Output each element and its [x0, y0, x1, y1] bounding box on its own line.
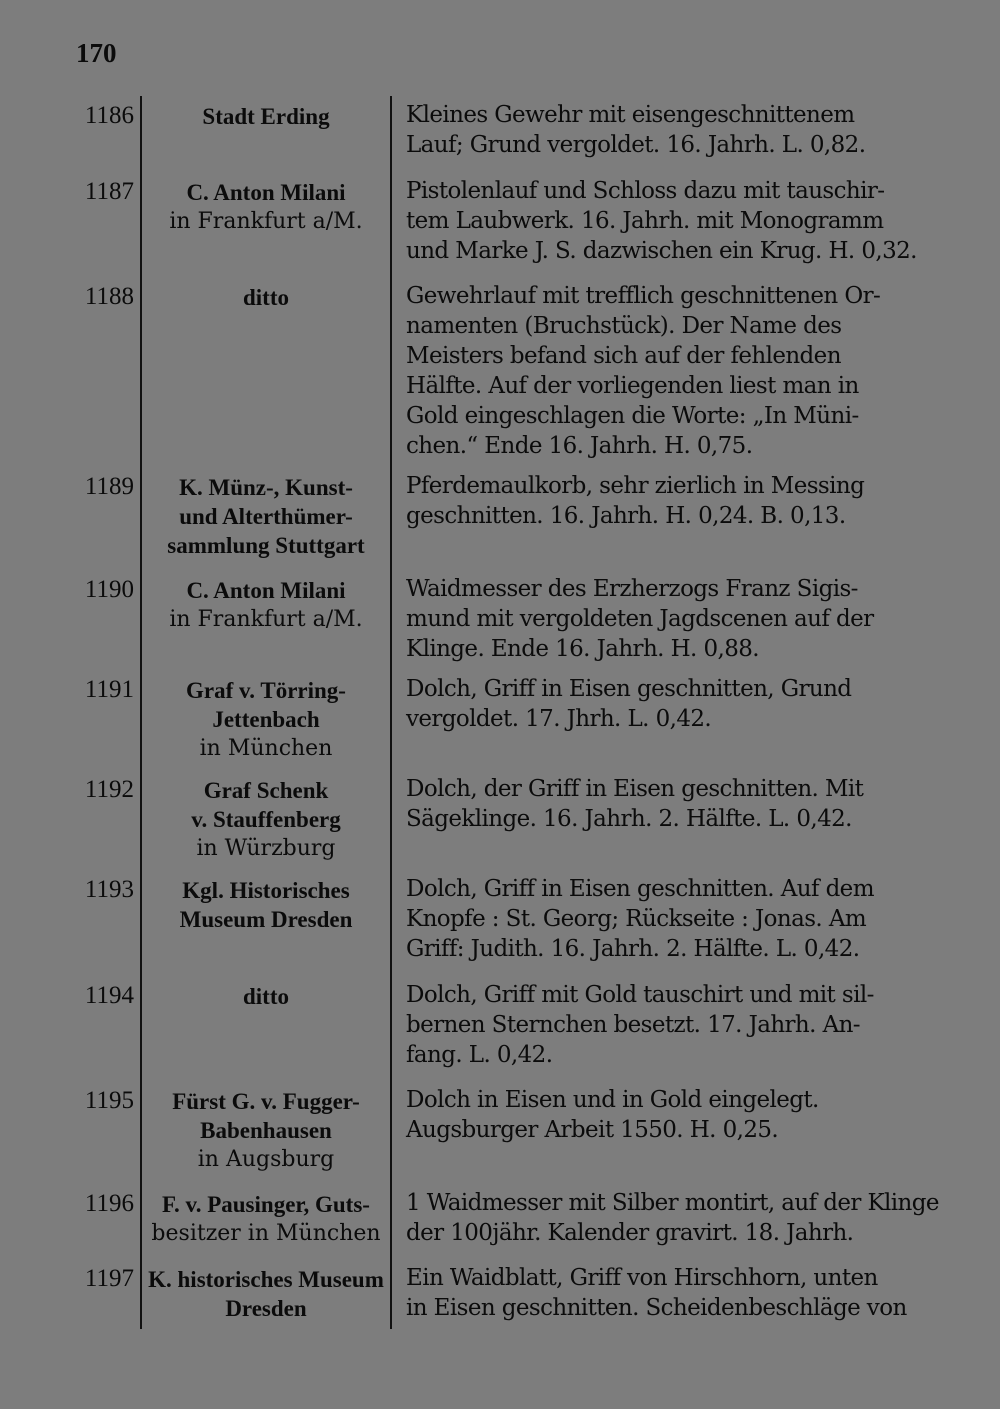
description-line: Lauf; Grund vergoldet. 16. Jahrh. L. 0,82.	[406, 132, 866, 158]
entry-number: 1194	[84, 982, 134, 1009]
lender-line: K. Münz-, Kunst-	[179, 475, 353, 500]
catalog-entry	[62, 770, 982, 870]
catalog-entry	[62, 570, 982, 670]
entry-lender	[140, 467, 392, 570]
description-line: tem Laubwerk. 16. Jahrh. mit Monogramm	[406, 208, 884, 234]
entry-lender	[140, 1184, 392, 1259]
lender-line: v. Stauffenberg	[191, 807, 341, 832]
lender-line: K. historisches Museum	[148, 1267, 384, 1292]
description-line: Knopfe : St. Georg; Rückseite : Jonas. Am	[406, 906, 867, 932]
description-line: Dolch, Griff in Eisen geschnitten, Grund	[406, 676, 852, 702]
description-line: vergoldet. 17. Jhrh. L. 0,42.	[406, 706, 712, 732]
lender-line: in Würzburg	[196, 836, 336, 861]
catalog-entry	[62, 670, 982, 770]
entry-description	[392, 976, 982, 1081]
entry-lender	[140, 670, 392, 770]
description-line: Waidmesser des Erzherzogs Franz Sigis-	[406, 576, 858, 602]
entry-number: 1186	[84, 102, 134, 129]
description-line: 1 Waidmesser mit Silber montirt, auf der Klinge	[406, 1190, 939, 1216]
catalog-table	[62, 96, 982, 1329]
lender-line: in München	[199, 736, 333, 761]
description-line: fang. L. 0,42.	[406, 1042, 553, 1068]
description-line: Pistolenlauf und Schloss dazu mit tauschir-	[406, 178, 885, 204]
lender-line: in Augsburg	[197, 1147, 335, 1172]
description-line: Griff: Judith. 16. Jahrh. 2. Hälfte. L. 0,42.	[406, 936, 860, 962]
lender-line: Jettenbach	[212, 707, 320, 732]
entry-lender	[140, 1081, 392, 1184]
entry-lender	[140, 277, 392, 467]
lender-line: Fürst G. v. Fugger-	[172, 1089, 360, 1114]
description-line: Augsburger Arbeit 1550. H. 0,25.	[406, 1117, 779, 1143]
entry-description	[392, 570, 982, 670]
catalog-entry	[62, 277, 982, 467]
entry-number: 1189	[84, 473, 134, 500]
lender-line: Babenhausen	[200, 1118, 332, 1143]
entry-lender	[140, 96, 392, 172]
entry-number: 1192	[84, 776, 134, 803]
lender-line: Museum Dresden	[179, 907, 353, 932]
entry-number: 1193	[84, 876, 134, 903]
entry-lender	[140, 1259, 392, 1329]
catalog-entry	[62, 870, 982, 976]
catalog-entry	[62, 467, 982, 570]
description-line: Dolch, Griff in Eisen geschnitten. Auf dem	[406, 876, 874, 902]
lender-line: C. Anton Milani	[186, 578, 346, 603]
description-line: Klinge. Ende 16. Jahrh. H. 0,88.	[406, 636, 759, 662]
catalog-entry	[62, 172, 982, 277]
entry-description	[392, 1184, 982, 1259]
entry-number: 1196	[84, 1190, 134, 1217]
entry-number: 1187	[84, 178, 134, 205]
entry-description	[392, 96, 982, 172]
entry-description	[392, 172, 982, 277]
description-line: Meisters befand sich auf der fehlenden	[406, 343, 841, 369]
catalog-entry	[62, 1259, 982, 1329]
description-line: Dolch in Eisen und in Gold eingelegt.	[406, 1087, 819, 1113]
description-line: Dolch, Griff mit Gold tauschirt und mit sil-	[406, 982, 874, 1008]
entry-description	[392, 1259, 982, 1329]
lender-line: Dresden	[225, 1296, 307, 1321]
lender-line: Graf Schenk	[203, 778, 329, 803]
lender-line: ditto	[243, 285, 289, 310]
lender-line: Kgl. Historisches	[182, 878, 350, 903]
description-line: und Marke J. S. dazwischen ein Krug. H. 0,32.	[406, 238, 917, 264]
lender-line: ditto	[243, 984, 289, 1009]
entry-description	[392, 670, 982, 770]
lender-line: F. v. Pausinger, Guts-	[162, 1192, 370, 1217]
description-line: bernen Sternchen besetzt. 17. Jahrh. An-	[406, 1012, 860, 1038]
entry-number: 1197	[84, 1265, 134, 1292]
description-line: chen.“ Ende 16. Jahrh. H. 0,75.	[406, 433, 753, 459]
entry-number: 1195	[84, 1087, 134, 1114]
lender-line: Stadt Erding	[202, 104, 330, 129]
entry-lender	[140, 870, 392, 976]
lender-line: Graf v. Törring-	[186, 678, 346, 703]
description-line: der 100jähr. Kalender gravirt. 18. Jahrh.	[406, 1220, 854, 1246]
entry-lender	[140, 976, 392, 1081]
description-line: mund mit vergoldeten Jagdscenen auf der	[406, 606, 874, 632]
description-line: Hälfte. Auf der vorliegenden liest man in	[406, 373, 859, 399]
description-line: Pferdemaulkorb, sehr zierlich in Messing	[406, 473, 865, 499]
entry-lender	[140, 570, 392, 670]
description-line: Gewehrlauf mit trefflich geschnittenen Or-	[406, 283, 881, 309]
description-line: Gold eingeschlagen die Worte: „In Müni-	[406, 403, 859, 429]
description-line: Kleines Gewehr mit eisengeschnittenem	[406, 102, 855, 128]
lender-line: und Alterthümer-	[179, 504, 353, 529]
description-line: Ein Waidblatt, Griff von Hirschhorn, unten	[406, 1265, 878, 1291]
page-number: 170	[76, 38, 117, 68]
entry-lender	[140, 770, 392, 870]
description-line: Dolch, der Griff in Eisen geschnitten. Mit	[406, 776, 864, 802]
catalog-entry	[62, 1081, 982, 1184]
lender-line: in Frankfurt a/M.	[169, 209, 363, 234]
catalog-entry	[62, 976, 982, 1081]
entry-lender	[140, 172, 392, 277]
entry-number: 1191	[84, 676, 134, 703]
lender-line: C. Anton Milani	[186, 180, 346, 205]
lender-line: in Frankfurt a/M.	[169, 607, 363, 632]
entry-description	[392, 770, 982, 870]
lender-line: besitzer in München	[151, 1221, 381, 1246]
catalog-entry	[62, 1184, 982, 1259]
entry-description	[392, 870, 982, 976]
entry-number: 1188	[84, 283, 134, 310]
description-line: Sägeklinge. 16. Jahrh. 2. Hälfte. L. 0,42.	[406, 806, 852, 832]
description-line: namenten (Bruchstück). Der Name des	[406, 313, 842, 339]
entry-description	[392, 467, 982, 570]
entry-description	[392, 1081, 982, 1184]
description-line: in Eisen geschnitten. Scheidenbeschläge von	[406, 1295, 907, 1321]
description-line: geschnitten. 16. Jahrh. H. 0,24. B. 0,13.	[406, 503, 846, 529]
entry-number: 1190	[84, 576, 134, 603]
lender-line: sammlung Stuttgart	[167, 533, 365, 558]
catalog-entry	[62, 96, 982, 172]
entry-description	[392, 277, 982, 467]
